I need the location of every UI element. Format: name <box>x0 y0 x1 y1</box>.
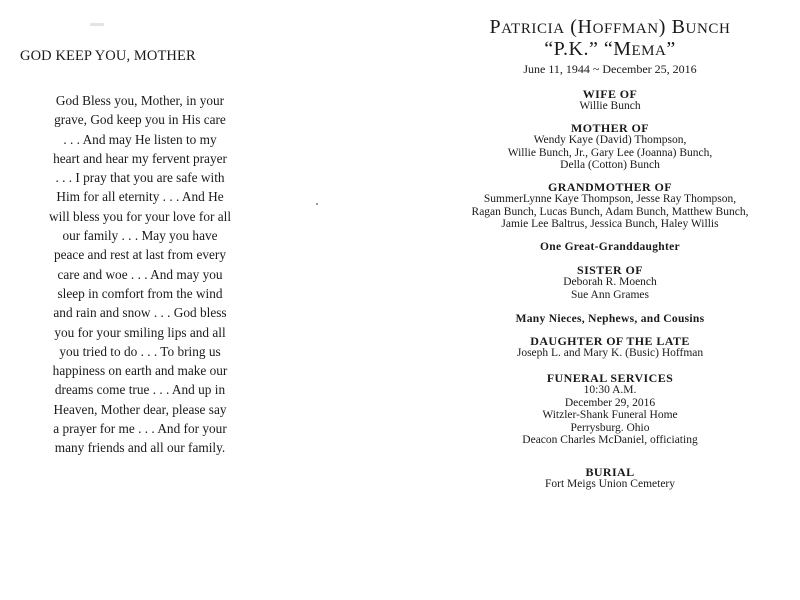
section-line: December 29, 2016 <box>564 396 656 409</box>
left-panel <box>0 0 280 600</box>
section-line: Joseph L. and Mary K. (Busic) Hoffman <box>516 347 704 360</box>
poem-line: . . . I pray that you are safe with <box>55 170 225 186</box>
poem-line: dreams come true . . . And up in <box>54 382 226 398</box>
section-funeral-services <box>420 372 800 446</box>
poem-line: Heaven, Mother dear, please say <box>53 401 227 417</box>
nieces-nephews: Many Nieces, Nephews, and Cousins <box>515 313 705 325</box>
name-part: OFFMAN <box>592 21 659 37</box>
section-sister <box>420 264 800 301</box>
section-mother <box>420 122 800 172</box>
name-part: ATRICIA <box>501 21 565 37</box>
poem-line: happiness on earth and make our <box>52 363 228 379</box>
section-line: SummerLynne Kaye Thompson, Jesse Ray Thompson, <box>483 193 737 206</box>
poem-line: sleep in comfort from the wind <box>57 285 223 301</box>
poem-line: our family . . . May you have <box>62 228 218 244</box>
section-line: Jamie Lee Baltrus, Jessica Bunch, Haley Willis <box>501 218 719 231</box>
poem-line: and rain and snow . . . God bless <box>53 305 227 321</box>
section-line: Sue Ann Grames <box>571 288 649 301</box>
section-line: Willie Bunch <box>579 100 641 113</box>
nickname-pk: “P.K.” <box>544 38 599 60</box>
section-heading: SISTER OF <box>577 263 643 277</box>
section-line: Willie Bunch, Jr., Gary Lee (Joanna) Bunch, <box>507 146 713 159</box>
name-part: (H <box>570 16 593 38</box>
poem-line: grave, God keep you in His care <box>54 112 226 128</box>
life-dates: June 11, 1944 ~ December 25, 2016 <box>523 62 697 76</box>
poem-line: care and woe . . . And may you <box>57 266 223 282</box>
poem-line: . . . And may He listen to my <box>63 131 217 147</box>
section-line: Della (Cotton) Bunch <box>560 159 660 172</box>
section-grandmother <box>420 181 800 231</box>
poem-line: many friends and all our family. <box>54 440 226 456</box>
name-part: P <box>489 16 502 38</box>
great-granddaughter: One Great-Granddaughter <box>540 241 680 253</box>
section-burial <box>420 466 800 491</box>
name-part: B <box>671 16 686 38</box>
poem-line: heart and hear my fervent prayer <box>53 150 227 166</box>
section-line: Deborah R. Moench <box>563 276 657 289</box>
section-line: Fort Meigs Union Cemetery <box>545 478 675 491</box>
nickname-part: ” <box>666 38 676 60</box>
section-heading: BURIAL <box>585 465 635 479</box>
section-line: Ragan Bunch, Lucas Bunch, Adam Bunch, Matthew Bunch, <box>471 205 749 218</box>
poem-line: God Bless you, Mother, in your <box>55 93 225 108</box>
scan-smudge <box>90 23 104 26</box>
nickname-part: EMA <box>631 43 667 59</box>
poem-line: a prayer for me . . . And for your <box>53 421 227 437</box>
poem-title: GOD KEEP YOU, MOTHER <box>20 48 196 64</box>
section-heading: GRANDMOTHER OF <box>548 180 672 194</box>
deceased-name <box>420 16 800 39</box>
name-part: UNCH <box>685 21 731 37</box>
section-heading: DAUGHTER OF THE LATE <box>530 334 690 348</box>
poem-line: peace and rest at last from every <box>53 247 227 263</box>
nickname-part: “M <box>603 38 632 60</box>
scan-speck <box>316 203 318 205</box>
section-heading: FUNERAL SERVICES <box>546 371 674 385</box>
name-part: ) <box>658 16 666 38</box>
section-line: Perrysburg. Ohio <box>570 421 650 434</box>
section-line: Wendy Kaye (David) Thompson, <box>533 134 687 147</box>
poem-line: you for your smiling lips and all <box>54 324 226 340</box>
section-daughter <box>420 335 800 360</box>
section-heading: WIFE OF <box>582 87 638 101</box>
right-panel <box>420 0 800 600</box>
section-line: Witzler-Shank Funeral Home <box>542 409 678 422</box>
nicknames <box>420 38 800 61</box>
poem-line: Him for all eternity . . . And He <box>56 189 224 205</box>
poem-line: will bless you for your love for all <box>48 208 232 224</box>
section-wife <box>420 88 800 113</box>
section-line: Deacon Charles McDaniel, officiating <box>522 434 698 447</box>
section-heading: MOTHER OF <box>571 121 649 135</box>
poem-line: you tried to do . . . To bring us <box>59 343 221 359</box>
section-line: 10:30 A.M. <box>583 384 637 397</box>
poem-body <box>0 91 280 458</box>
